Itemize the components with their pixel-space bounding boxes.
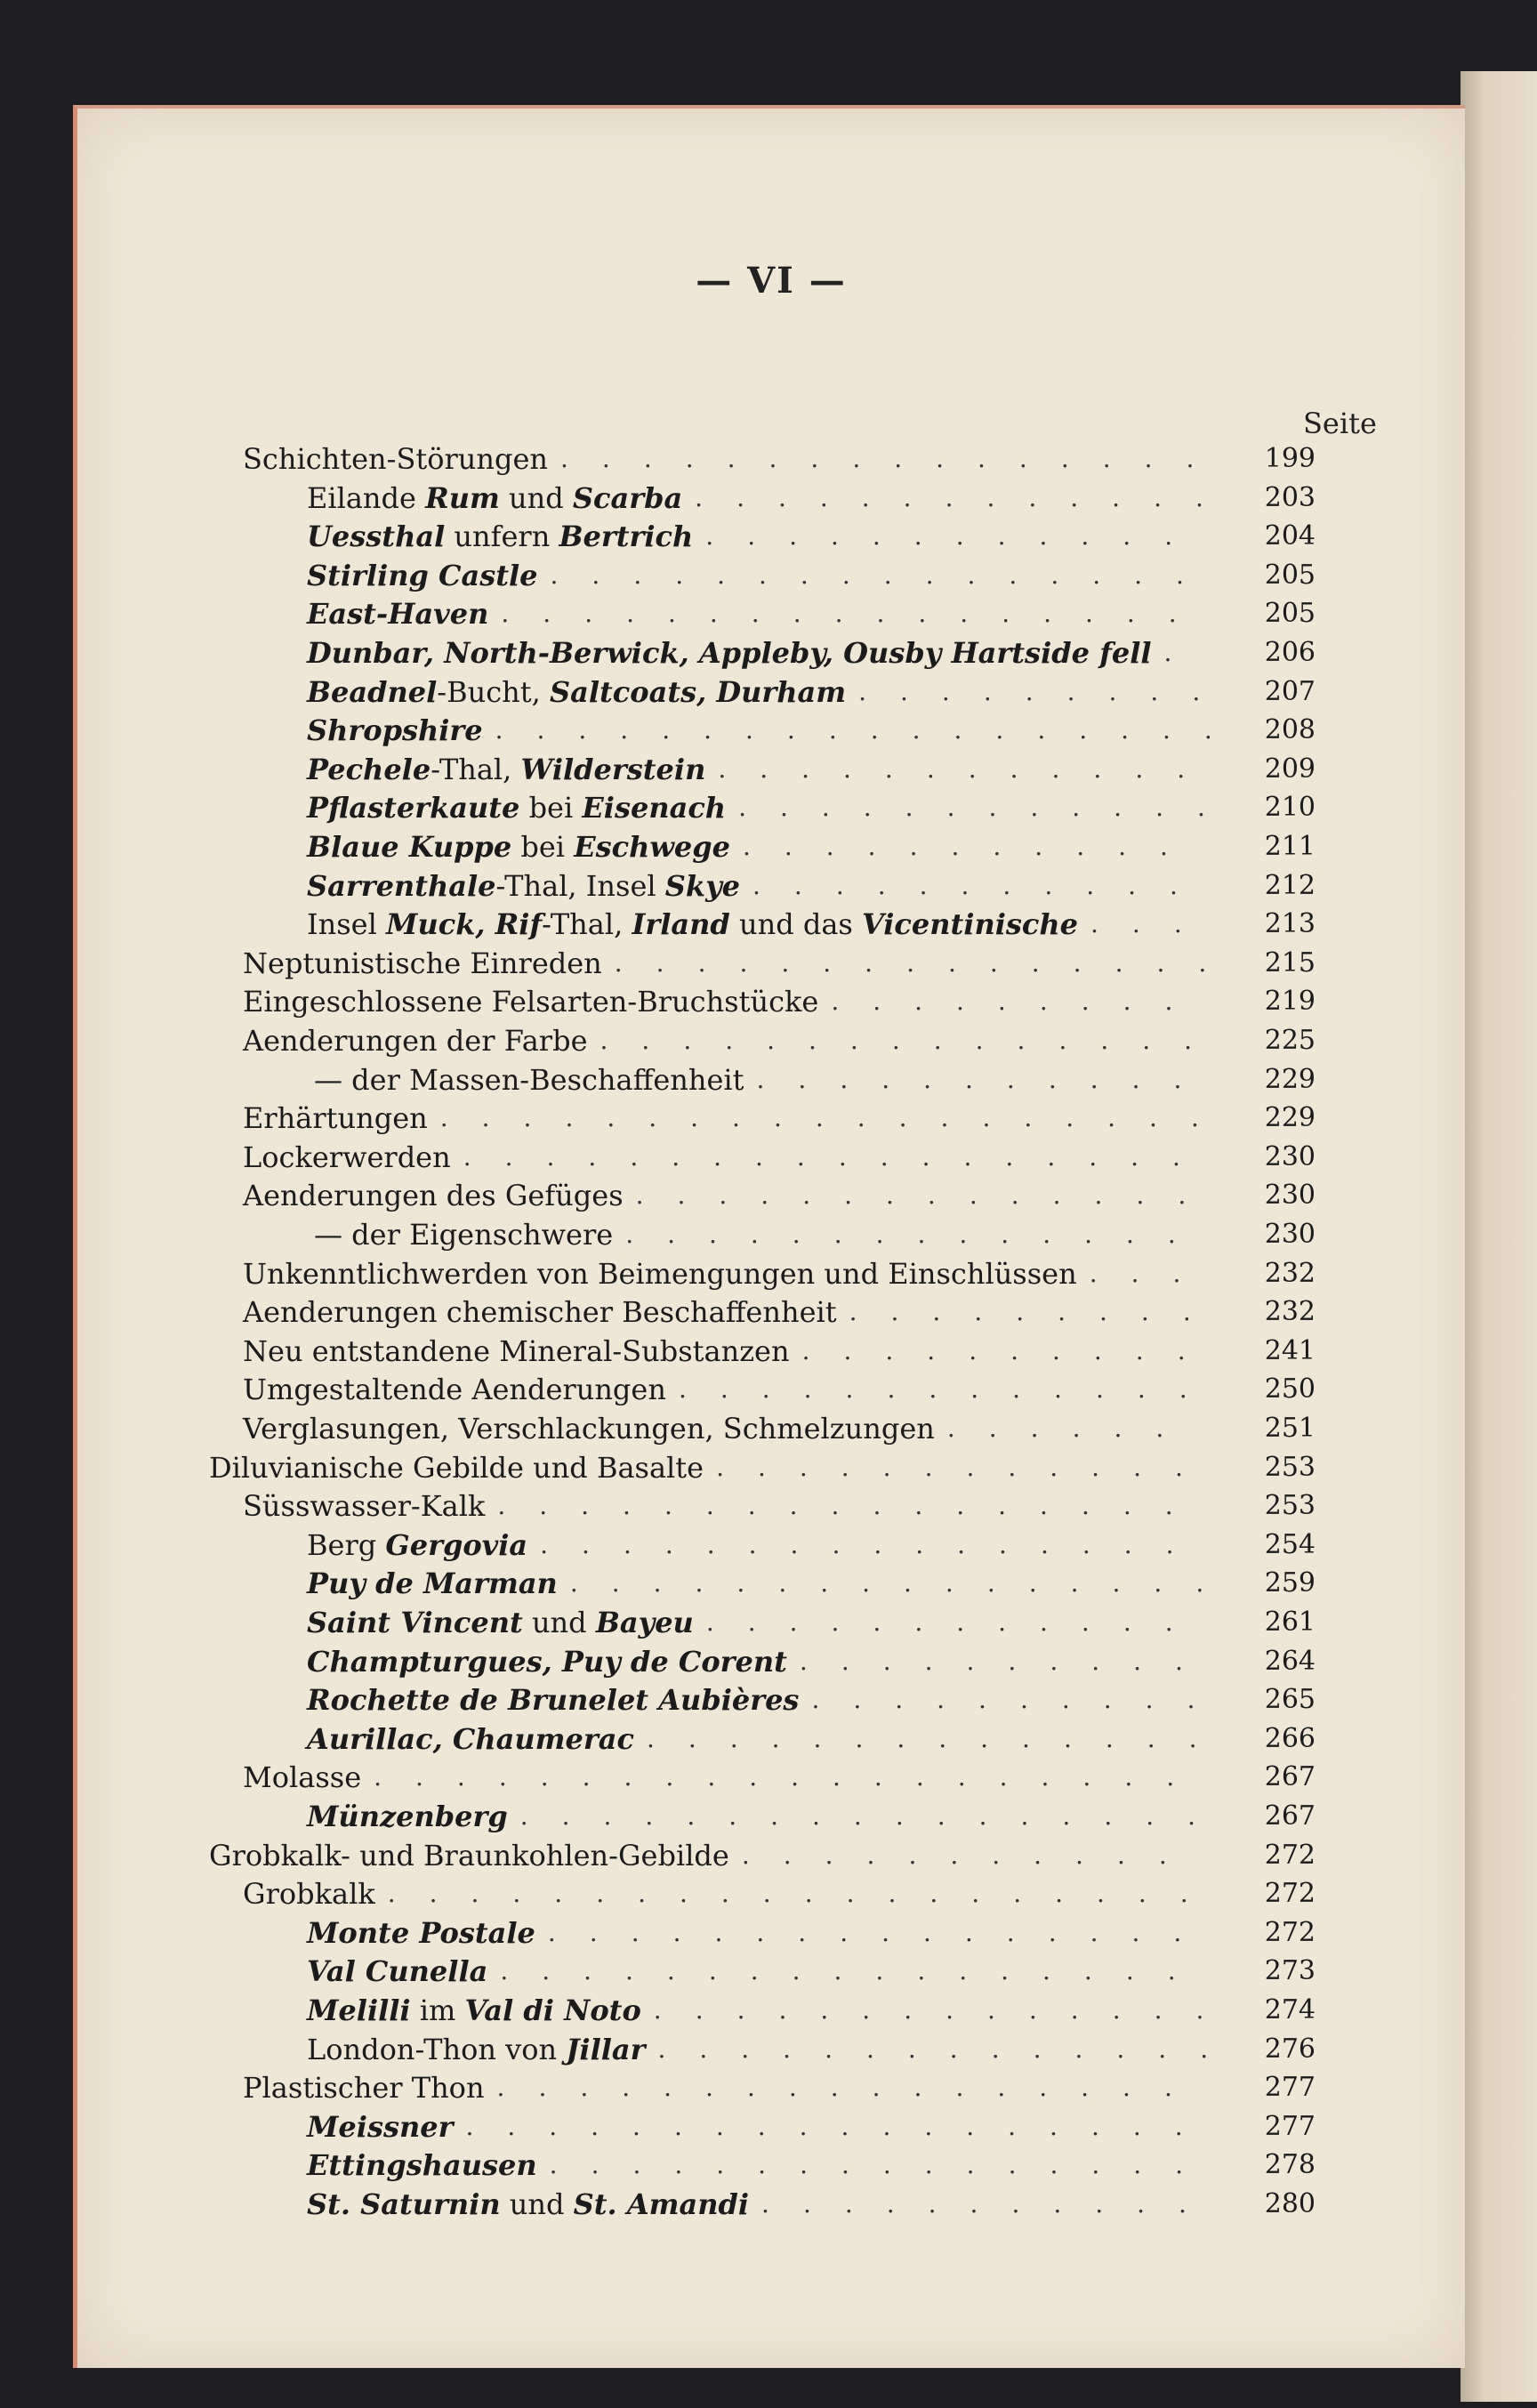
toc-entry-title	[307, 2146, 537, 2185]
toc-entry-page: 210	[1264, 792, 1316, 824]
toc-entry-page: 230	[1264, 1140, 1316, 1172]
toc-entry-text-segment: Grobkalk- und Braunkohlen-Gebilde	[209, 1838, 729, 1872]
toc-entry	[77, 1719, 1465, 1759]
leader-dots: ...........	[756, 1064, 1216, 1094]
toc-entry-title	[307, 672, 846, 712]
leader-dots: ...........	[752, 870, 1211, 900]
toc-entry-text-segment: -Thal,	[542, 907, 632, 942]
toc-entry-text-segment: Saltcoats, Durham	[549, 674, 847, 709]
toc-entry-text-segment: Lockerwerden	[243, 1140, 451, 1174]
leader-dots: ...................	[439, 1103, 1233, 1133]
toc-entry-text-segment: Aenderungen chemischer Beschaffenheit	[243, 1295, 837, 1330]
toc-entry-text-segment: Puy de Marman	[307, 1566, 558, 1601]
toc-entry	[77, 1797, 1465, 1836]
leader-dots: ...............	[614, 947, 1241, 978]
leader-dots: ..........	[801, 1335, 1219, 1365]
leader-dots: ..................	[463, 1141, 1214, 1172]
toc-entry-text-segment: Umgestaltende Aenderungen	[243, 1373, 666, 1407]
toc-entry-title	[307, 517, 693, 556]
toc-entry	[77, 1564, 1465, 1603]
toc-entry-title	[243, 1254, 1077, 1293]
toc-entry	[77, 944, 1465, 983]
toc-entry-page: 207	[1264, 675, 1316, 707]
toc-entry	[77, 556, 1465, 595]
adjacent-page-edge	[1461, 71, 1537, 2402]
toc-entry	[77, 2185, 1465, 2224]
toc-entry-title	[307, 1913, 535, 1953]
toc-entry	[77, 1680, 1465, 1719]
toc-entry-text-segment: Pflasterkaute	[307, 791, 520, 825]
leader-dots: .............	[695, 482, 1237, 512]
toc-entry-title	[307, 905, 1078, 944]
toc-entry-title	[307, 479, 682, 518]
toc-entry-text-segment: -Thal, Insel	[495, 868, 665, 903]
page-number: — VI —	[696, 260, 847, 302]
toc-entry-text-segment: Schichten-Störungen	[243, 442, 549, 476]
toc-entry	[77, 827, 1465, 866]
toc-entry-text-segment: Jillar	[566, 2032, 646, 2066]
toc-entry-title	[307, 827, 730, 866]
toc-entry-text-segment: -Thal,	[431, 752, 521, 786]
leader-dots: .................	[497, 1491, 1207, 1521]
toc-entry	[77, 594, 1465, 633]
toc-entry-page: 277	[1264, 2072, 1316, 2104]
leader-dots: ......	[946, 1413, 1198, 1443]
toc-entry-text-segment: Vicentinische	[862, 907, 1079, 942]
toc-entry-page: 225	[1264, 1025, 1316, 1056]
toc-entry-text-segment: Aenderungen der Farbe	[243, 1024, 588, 1058]
toc-entry-text-segment: Sarrenthale	[307, 868, 496, 903]
toc-entry	[77, 1603, 1465, 1642]
toc-entry	[77, 1642, 1465, 1681]
toc-entry-page: 277	[1264, 2110, 1316, 2142]
toc-entry	[77, 1021, 1465, 1060]
toc-entry-page: 265	[1264, 1684, 1316, 1716]
toc-entry-page: 274	[1264, 1994, 1316, 2025]
toc-entry-title	[307, 556, 538, 595]
toc-entry	[77, 982, 1465, 1021]
leader-dots: ...	[1090, 909, 1216, 939]
toc-entry	[77, 2146, 1465, 2185]
toc-entry-title	[243, 2068, 485, 2107]
leader-dots: .................	[500, 1956, 1210, 1986]
toc-entry-text-segment: Neptunistische Einreden	[243, 946, 602, 980]
toc-entry	[77, 1486, 1465, 1526]
leader-dots: ...........	[741, 1840, 1201, 1870]
toc-entry	[77, 1448, 1465, 1487]
toc-entry-page: 215	[1264, 946, 1316, 979]
toc-entry-title	[307, 1642, 787, 1681]
toc-entry-title	[307, 1603, 694, 1642]
leader-dots: ....................	[374, 1762, 1209, 1792]
toc-entry-text-segment: Ettingshausen	[307, 2148, 537, 2183]
leader-dots: .	[1163, 638, 1206, 667]
leader-dots: ...	[1089, 1258, 1215, 1288]
toc-entry-page: 259	[1264, 1567, 1316, 1599]
toc-entry-page: 272	[1264, 1839, 1316, 1871]
toc-entry-page: 273	[1264, 1955, 1316, 1987]
toc-entry-text-segment: Gergovia	[385, 1527, 528, 1562]
toc-entry-title	[307, 2030, 645, 2069]
toc-entry-text-segment: Val di Noto	[464, 1993, 641, 2027]
leader-dots: ....................	[387, 1879, 1222, 1909]
toc-entry-text-segment: Wilderstein	[520, 752, 706, 786]
leader-dots: ................	[547, 1917, 1216, 1947]
toc-entry-page: 208	[1264, 714, 1316, 746]
toc-entry-title	[243, 1176, 624, 1215]
toc-entry-text-segment: unfern	[445, 519, 559, 554]
toc-entry-title	[307, 866, 740, 906]
toc-entry-title	[243, 1409, 935, 1448]
toc-entry-text-segment: East-Haven	[307, 597, 489, 632]
toc-entry-text-segment: Neu entstandene Mineral-Substanzen	[243, 1333, 790, 1368]
toc-entry-title	[314, 1060, 744, 1099]
toc-entry	[77, 1836, 1465, 1875]
leader-dots: ..................	[465, 2111, 1217, 2141]
toc-entry	[77, 905, 1465, 944]
toc-entry-page: 229	[1264, 1102, 1316, 1134]
toc-entry-text-segment: Irland	[632, 907, 730, 942]
leader-dots: .............	[678, 1374, 1221, 1405]
toc-entry-text-segment: Aenderungen des Gefüges	[243, 1179, 624, 1213]
toc-entry-text-segment: Münzenberg	[307, 1800, 508, 1833]
toc-entry	[77, 1991, 1465, 2030]
toc-entry-page: 276	[1264, 2033, 1316, 2065]
toc-entry-title	[307, 633, 1152, 672]
toc-entry-text-segment: St. Saturnin	[307, 2187, 501, 2221]
toc-entry-title	[307, 1797, 508, 1836]
leader-dots: ..............	[646, 1723, 1231, 1753]
toc-entry-text-segment: Insel	[307, 907, 387, 942]
toc-entry-title	[209, 1836, 729, 1875]
toc-entry	[77, 1526, 1465, 1565]
toc-entry	[77, 788, 1465, 827]
toc-entry-text-segment: Skye	[664, 868, 741, 903]
toc-entry	[77, 2068, 1465, 2107]
leader-dots: ............	[716, 1452, 1217, 1482]
toc-entry-text-segment: bei	[511, 830, 575, 864]
toc-entry-title	[307, 1680, 799, 1719]
toc-entry-title	[307, 750, 705, 789]
toc-entry-text-segment: Eschwege	[574, 830, 730, 864]
toc-entry-text-segment: und	[522, 1606, 596, 1639]
leader-dots: ...............	[600, 1026, 1227, 1055]
toc-entry-title	[243, 1370, 666, 1409]
toc-entry-page: 272	[1264, 1916, 1316, 1948]
toc-entry-page: 241	[1264, 1334, 1316, 1366]
toc-entry-page: 206	[1264, 637, 1316, 668]
toc-entry-page: 199	[1264, 443, 1316, 474]
toc-entry	[77, 517, 1465, 556]
toc-entry-text-segment: Blaue Kuppe	[307, 830, 512, 864]
toc-entry-text-segment: St. Amandi	[573, 2187, 750, 2221]
toc-entry-text-segment: Molasse	[243, 1760, 362, 1795]
toc-entry-title	[307, 1991, 641, 2030]
toc-entry-title	[307, 594, 488, 633]
toc-entry-title	[307, 1719, 634, 1759]
toc-entry-text-segment: Meissner	[307, 2109, 454, 2144]
toc-entry	[77, 633, 1465, 672]
toc-entry-text-segment: Verglasungen, Verschlackungen, Schmelzungen	[243, 1412, 935, 1446]
toc-entry-text-segment: Bayeu	[595, 1606, 694, 1639]
toc-entry-title	[243, 1486, 485, 1526]
toc-entry-title	[307, 711, 483, 750]
toc-entry-text-segment: London-Thon von	[307, 2032, 567, 2066]
leader-dots: ..................	[495, 715, 1246, 745]
leader-dots: ...........	[761, 2189, 1220, 2219]
toc-entry	[77, 750, 1465, 789]
toc-entry	[77, 439, 1465, 479]
leader-dots: ............	[705, 1607, 1207, 1637]
toc-entry-text-segment: Uessthal	[307, 519, 446, 554]
toc-entry-page: 205	[1264, 559, 1316, 591]
toc-entry-page: 205	[1264, 598, 1316, 630]
toc-entry-title	[307, 1564, 558, 1603]
toc-entry-page: 211	[1264, 831, 1316, 862]
toc-entry-title	[243, 982, 818, 1021]
toc-entry-text-segment: Bertrich	[559, 519, 694, 554]
toc-entry-title	[314, 1215, 613, 1254]
toc-entry-title	[243, 1138, 451, 1177]
toc-entry	[77, 1138, 1465, 1177]
leader-dots: ..............	[657, 2034, 1243, 2064]
toc-entry-text-segment: bei	[519, 791, 583, 825]
toc-entry-title	[307, 2185, 749, 2224]
toc-entry-text-segment: Unkenntlichwerden von Beimengungen und Einschlüssen	[243, 1256, 1077, 1291]
toc-entry	[77, 1874, 1465, 1913]
toc-entry	[77, 2030, 1465, 2069]
book-page	[73, 105, 1465, 2368]
toc-entry-text-segment: Beadnel	[307, 674, 438, 709]
toc-entry-title	[307, 1526, 527, 1565]
toc-entry	[77, 1952, 1465, 1991]
leader-dots: .................	[496, 2073, 1206, 2103]
toc-entry-title	[243, 1332, 790, 1371]
toc-entry-text-segment: Eisenach	[582, 791, 727, 825]
toc-entry-text-segment: im	[410, 1993, 465, 2027]
toc-entry-text-segment: Aurillac, Chaumerac	[307, 1721, 634, 1756]
toc-entry-text-segment: Muck, Rif	[386, 907, 543, 942]
toc-entry-page: 250	[1264, 1373, 1316, 1405]
toc-entry-page: 219	[1264, 986, 1316, 1018]
toc-entry-text-segment: Shropshire	[307, 713, 483, 748]
toc-entry-text-segment: Süsswasser-Kalk	[243, 1489, 486, 1524]
toc-entry-text-segment: und	[499, 480, 573, 515]
toc-entry-text-segment: -Bucht,	[437, 674, 550, 709]
toc-entry-page: 230	[1264, 1180, 1316, 1212]
toc-entry-text-segment: Stirling Castle	[307, 558, 538, 592]
toc-entry-page: 253	[1264, 1451, 1316, 1483]
leader-dots: ................	[549, 2150, 1218, 2180]
toc-entry-text-segment: Erhärtungen	[243, 1101, 428, 1136]
toc-entry-page: 229	[1264, 1063, 1316, 1095]
leader-dots: ............	[705, 521, 1207, 552]
toc-entry	[77, 1293, 1465, 1332]
toc-entry	[77, 1370, 1465, 1409]
leader-dots: ..............	[653, 1995, 1238, 2025]
toc-entry-page: 266	[1264, 1722, 1316, 1754]
toc-entry	[77, 1409, 1465, 1448]
toc-entry-page: 251	[1264, 1413, 1316, 1444]
toc-entry-text-segment: Pechele	[307, 752, 431, 786]
toc-entry	[77, 1254, 1465, 1293]
toc-entry-title	[243, 439, 548, 479]
toc-entry-text-segment: und	[500, 2187, 574, 2221]
toc-entry-title	[243, 944, 602, 983]
toc-entry-page: 253	[1264, 1490, 1316, 1522]
toc-entry-page: 261	[1264, 1607, 1316, 1638]
toc-entry-page: 213	[1264, 908, 1316, 940]
toc-entry-text-segment: Monte Postale	[307, 1915, 535, 1950]
toc-entry-title	[243, 1874, 375, 1913]
toc-entry-page: 264	[1264, 1645, 1316, 1677]
toc-entry-page: 272	[1264, 1878, 1316, 1910]
toc-entry-page: 212	[1264, 869, 1316, 901]
leader-dots: ............	[718, 753, 1219, 784]
leader-dots: ..............	[625, 1220, 1210, 1249]
leader-dots: ..........	[811, 1685, 1229, 1715]
leader-dots: ................	[540, 1529, 1208, 1559]
toc-entry-page: 267	[1264, 1761, 1316, 1793]
toc-entry-text-segment: Melilli	[307, 1993, 411, 2027]
leader-dots: ..............	[635, 1180, 1220, 1211]
toc-entry-page: 267	[1264, 1800, 1316, 1832]
toc-entry	[77, 1332, 1465, 1371]
toc-entry	[77, 1060, 1465, 1099]
leader-dots: .................	[519, 1801, 1230, 1831]
toc-entry	[77, 1913, 1465, 1953]
toc-entry-page: 203	[1264, 481, 1316, 513]
toc-entry-text-segment: Saint Vincent	[307, 1606, 523, 1639]
toc-entry-page: 209	[1264, 753, 1316, 785]
toc-entry	[77, 479, 1465, 518]
leader-dots: ............	[738, 793, 1239, 823]
toc-entry	[77, 672, 1465, 712]
toc-entry-title	[307, 1952, 487, 1991]
toc-entry-title	[243, 1099, 428, 1138]
leader-dots: ...........	[742, 832, 1202, 861]
leader-dots: .........	[858, 676, 1235, 706]
toc-entry-title	[243, 1293, 837, 1332]
toc-entry-page: 278	[1264, 2149, 1316, 2181]
leader-dots: ................	[560, 444, 1228, 473]
toc-entry-title	[307, 788, 726, 827]
leader-dots: ..........	[799, 1646, 1217, 1676]
toc-entry-text-segment: Berg	[307, 1527, 386, 1562]
toc-entry-page: 232	[1264, 1257, 1316, 1289]
leader-dots: .........	[849, 1297, 1225, 1327]
toc-entry-text-segment: Rum	[425, 480, 500, 515]
toc-entry-title	[243, 1758, 361, 1797]
toc-entry-text-segment: Dunbar, North-Berwick, Appleby, Ousby Hartside fell	[307, 636, 1152, 670]
toc-entry-text-segment: Val Cunella	[307, 1954, 488, 1989]
toc-entry-page: 232	[1264, 1296, 1316, 1328]
leader-dots: ................	[550, 560, 1218, 590]
toc-entry	[77, 866, 1465, 906]
toc-entry	[77, 1176, 1465, 1215]
toc-entry-text-segment: — der Massen-Beschaffenheit	[314, 1062, 744, 1097]
toc-entry	[77, 2107, 1465, 2146]
toc-entry-text-segment: Plastischer Thon	[243, 2071, 485, 2106]
toc-entry-title	[243, 1021, 588, 1060]
toc-entry-page: 254	[1264, 1528, 1316, 1560]
toc-entry-text-segment: Rochette de Brunelet Aubières	[307, 1683, 800, 1718]
toc-entry-page: 280	[1264, 2188, 1316, 2219]
leader-dots: ................	[569, 1568, 1238, 1599]
toc-entry-text-segment: Eingeschlossene Felsarten-Bruchstücke	[243, 985, 819, 1019]
toc-entry-text-segment: Grobkalk	[243, 1877, 375, 1912]
leader-dots: .........	[831, 987, 1207, 1017]
toc-entry	[77, 1758, 1465, 1797]
leader-dots: .................	[501, 599, 1211, 629]
toc-entry-text-segment: — der Eigenschwere	[314, 1218, 614, 1252]
toc-entry-text-segment: Eilande	[307, 480, 426, 515]
seite-column-label: Seite	[1303, 407, 1377, 440]
toc-entry-text-segment: und das	[729, 907, 862, 942]
toc-entry-text-segment: Diluvianische Gebilde und Basalte	[209, 1450, 704, 1485]
toc-entry-page: 230	[1264, 1219, 1316, 1250]
toc-entry	[77, 711, 1465, 750]
toc-entry-text-segment: Champturgues, Puy de Corent	[307, 1644, 787, 1679]
toc-entry-title	[209, 1448, 704, 1487]
toc-entry	[77, 1215, 1465, 1254]
toc-entry-title	[307, 2107, 453, 2146]
toc-entry-page: 204	[1264, 520, 1316, 552]
toc-entry-text-segment: Scarba	[572, 480, 683, 515]
toc-entry	[77, 1099, 1465, 1138]
